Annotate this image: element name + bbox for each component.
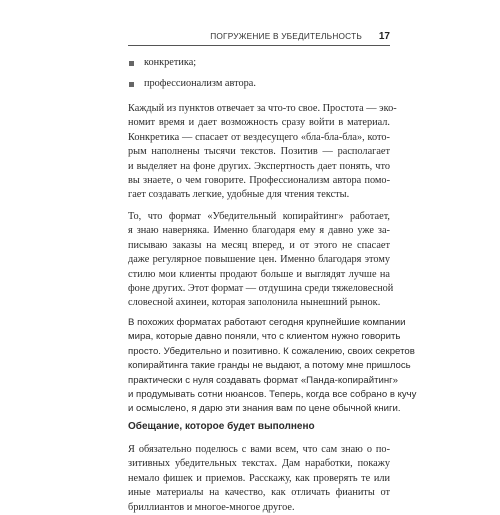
text-line: В похожих форматах работают сегодня крупнейшие компании xyxy=(128,317,406,328)
text-line: То, что формат «Убедительный копирайтинг» работает, xyxy=(128,211,390,222)
paragraph-3 xyxy=(128,316,417,417)
bullet-item xyxy=(128,56,406,70)
header-title: ПОГРУЖЕНИЕ В УБЕДИТЕЛЬНОСТЬ xyxy=(210,31,362,41)
text-line: Я обязательно поделюсь с вами всем, что сам знаю о по- xyxy=(128,444,390,455)
text-line: зитивных убедительных текстах. Дам наработки, покажу xyxy=(128,458,390,470)
text-line: мира, которые давно поняли, что с клиентом нужно говорить xyxy=(128,331,401,343)
bullet-text: конкретика; xyxy=(144,57,197,68)
text-line: фоне других. Этот формат — отдушина среди тяжеловесной xyxy=(128,282,394,294)
text-line: немало фишек и приемов. Расскажу, как проверять те или xyxy=(128,472,390,484)
text-line: стилю мои клиенты продают больше и выглядят лучше на xyxy=(128,268,390,280)
text-line: гает создавать легкие, удобные для чтения тексты. xyxy=(128,189,350,201)
text-line: номит время и дает возможность сразу войти в материал. xyxy=(128,117,390,129)
text-line: практически с нуля создавать формат «Панда-копирайтинг» xyxy=(128,374,398,386)
running-header xyxy=(128,30,390,46)
bullet-square-icon xyxy=(129,82,134,87)
paragraph-2 xyxy=(128,210,394,311)
text-line: и осмыслено, я дарю эти знания вам по цене обычной книги. xyxy=(128,403,401,415)
text-line: словесной ахинеи, которая заполонила нынешний рынок. xyxy=(128,297,381,309)
text-line: копирайтинга такие гранды не выдают, а потому мне пришлось xyxy=(128,360,411,372)
paragraph-4 xyxy=(128,443,390,515)
bullet-square-icon xyxy=(129,61,134,66)
text-line: Каждый из пунктов отвечает за что-то свое. Простота — эко- xyxy=(128,103,397,114)
section-heading: Обещание, которое будет выполнено xyxy=(128,421,315,432)
paragraph-1 xyxy=(128,102,397,203)
text-line: и продумывать сотни нюансов. Теперь, когда все собрано в кучу xyxy=(128,388,417,400)
text-line: Конкретика — спасает от вездесущего «бла-бла-бла», кото- xyxy=(128,131,390,143)
page-number: 17 xyxy=(378,31,390,42)
bullet-text: профессионализм автора. xyxy=(144,78,256,89)
bullet-item xyxy=(128,77,406,91)
text-line: иные материалы на качество, как отличать фианиты от xyxy=(128,487,390,499)
text-line: рым наполнены тысячи текстов. Позитив — располагает xyxy=(128,146,390,158)
text-line: бриллиантов и многое-многое другое. xyxy=(128,501,295,513)
text-line: и выделяет на фоне других. Экспертность дает понять, что xyxy=(128,160,390,172)
text-line: вы знаете, о чем говорите. Профессионализм автора помо- xyxy=(128,174,390,186)
text-line: писываю заказы на месяц вперед, и от этого не спасает xyxy=(128,239,390,251)
header-rule xyxy=(128,45,390,46)
text-line: даже регулярное повышение цен. Именно благодаря этому xyxy=(128,254,390,266)
text-line: я знаю наверняка. Именно благодаря ему я давно уже за- xyxy=(128,225,390,237)
text-line: просто. Убедительно и позитивно. К сожалению, своих секретов xyxy=(128,345,415,357)
